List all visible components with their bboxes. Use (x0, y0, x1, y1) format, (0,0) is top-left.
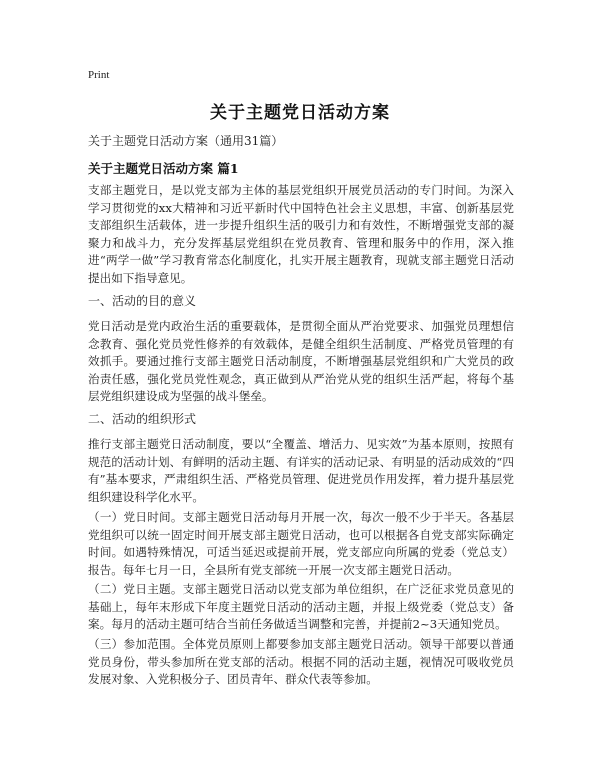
heading-purpose: 一、活动的目的意义 (88, 294, 197, 308)
party-day-time-paragraph: （一）党日时间。支部主题党日活动每月开展一次，每次一般不少于半天。各基层党组织可以统一固定时间开展支部主题党日活动，也可以根据各自党支部实际确定时间。如遇特殊情况，可适当延迟或提前开展，党支部应向所属的党委（党总支）报告。每年七月一日，全县所有党支部统一开展一次支部主题党日活动。 (88, 510, 514, 577)
section-title: 关于主题党日活动方案 篇1 (88, 161, 239, 176)
purpose-paragraph: 党日活动是党内政治生活的重要载体，是贯彻全面从严治党要求、加强党员理想信念教育、强化党员党性修养的有效载体，是健全组织生活制度、严格党员管理的有效抓手。要通过推行支部主题党日活动制度，不断增强基层党组织和广大党员的政治责任感，强化党员党性观念，真正做到从严治党从党的组织生活严起，将每个基层党组织建设成为坚强的战斗堡垒。 (88, 319, 514, 404)
participation-scope-paragraph: （三）参加范围。全体党员原则上都要参加支部主题党日活动。领导干部要以普通党员身份，带头参加所在党支部的活动。根据不同的活动主题，视情况可吸收党员发展对象、入党积极分子、团员青年、群众代表等参加。 (88, 637, 514, 687)
document-subtitle: 关于主题党日活动方案（通用31篇） (88, 134, 284, 148)
intro-paragraph: 支部主题党日，是以党支部为主体的基层党组织开展党员活动的专门时间。为深入学习贯彻党的xx大精神和习近平新时代中国特色社会主义思想，丰富、创新基层党支部组织生活载体，进一步提升组织生活的吸引力和有效性，不断增强党支部的凝聚力和战斗力，充分发挥基层党组织在党员教育、管理和服务中的作用，深入推进“两学一做”学习教育常态化制度化，扎实开展主题教育，现就支部主题党日活动提出如下指导意见。 (88, 183, 514, 285)
print-link[interactable]: Print (88, 69, 110, 81)
heading-organization: 二、活动的组织形式 (88, 412, 197, 426)
party-day-theme-paragraph: （二）党日主题。支部主题党日活动以党支部为单位组织，在广泛征求党员意见的基础上，每年末形成下年度主题党日活动的活动主题，并报上级党委（党总支）备案。每月的活动主题可结合当前任务做适当调整和完善，并提前2~3天通知党员。 (88, 582, 514, 632)
document-title: 关于主题党日活动方案 (210, 103, 390, 123)
organization-paragraph: 推行支部主题党日活动制度，要以“全覆盖、增活力、见实效”为基本原则，按照有规范的活动计划、有鲜明的活动主题、有详实的活动记录、有明显的活动成效的“四有”基本要求，严肃组织生活、严格党员管理、促进党员作用发挥，着力提升基层党组织建设科学化水平。 (88, 437, 514, 504)
